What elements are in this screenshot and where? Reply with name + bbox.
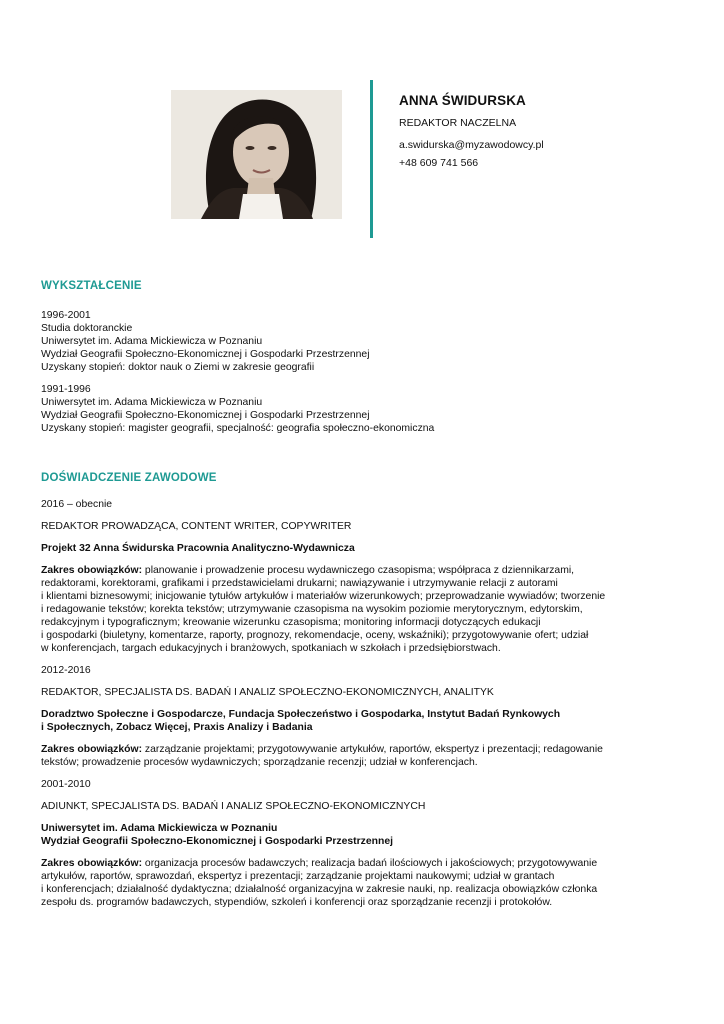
experience-position: ADIUNKT, SPECJALISTA DS. BADAŃ I ANALIZ SPOŁECZNO-EKONOMICZNYCH [41,801,426,812]
experience-organization: Doradztwo Społeczne i Gospodarcze, Fundacja Społeczeństwo i Gospodarka, Instytut Badań Rynkowych [41,709,561,720]
education-line: Uzyskany stopień: magister geografii, specjalność: geografia społeczno-ekonomiczna [41,423,435,434]
education-line: Uniwersytet im. Adama Mickiewicza w Poznaniu [41,336,263,347]
experience-list [41,498,681,909]
experience-organization: Projekt 32 Anna Świdurska Pracownia Analityczno-Wydawnicza [41,543,355,554]
experience-responsibilities: Zakres obowiązków: planowanie i prowadzenie procesu wydawniczego czasopisma; współpraca z dziennikarzami, [41,565,575,576]
education-period: 1991-1996 [41,384,91,395]
experience-entry [41,778,681,909]
experience-period: 2012-2016 [41,665,91,676]
education-line: Uzyskany stopień: doktor nauk o Ziemi w zakresie geografii [41,362,315,373]
experience-entry [41,498,681,655]
experience-heading: DOŚWIADCZENIE ZAWODOWE [41,472,217,484]
education-line: Wydział Geografii Społeczno-Ekonomicznej i Gospodarki Przestrzennej [41,410,370,421]
responsibilities-line: artykułów, raportów, sprawozdań, ekspertyz i prezentacji; zarządzanie projektami naukowymi; udział w grantach [41,871,555,882]
education-period: 1996-2001 [41,310,91,321]
education-line: Wydział Geografii Społeczno-Ekonomicznej i Gospodarki Przestrzennej [41,349,370,360]
header-divider [370,80,373,238]
responsibilities-label: Zakres obowiązków: [41,744,143,755]
experience-responsibilities: Zakres obowiązków: organizacja procesów badawczych; realizacja badań ilościowych i jakościowych; przygotowywanie [41,858,598,869]
responsibilities-line: i gospodarki (biuletyny, komentarze, raporty, prognozy, rekomendacje, oceny, wskaźniki); przygotowywanie ofert; udział [41,630,589,641]
education-list [41,309,681,435]
experience-entry [41,664,681,769]
portrait-image [171,90,342,219]
phone-number: +48 609 741 566 [399,157,479,169]
education-entry [41,309,681,374]
contact-block [399,93,544,175]
education-line: Studia doktoranckie [41,323,133,334]
person-name: ANNA ŚWIDURSKA [399,93,526,108]
responsibilities-line: zespołu ds. programów badawczych, stypendiów, szkoleń i konferencji oraz sporządzanie recenzji i protokołów. [41,897,553,908]
responsibilities-line: tekstów; prowadzenie procesów wydawniczych; sporządzanie recenzji; udział w konferencjach. [41,757,478,768]
education-entry [41,383,681,435]
experience-position: REDAKTOR PROWADZĄCA, CONTENT WRITER, COPYWRITER [41,521,352,532]
experience-organization: i Społecznych, Zobacz Więcej, Praxis Analizy i Badania [41,722,313,733]
experience-position: REDAKTOR, SPECJALISTA DS. BADAŃ I ANALIZ SPOŁECZNO-EKONOMICZNYCH, ANALITYK [41,687,494,698]
experience-organization: Wydział Geografii Społeczno-Ekonomicznej i Gospodarki Przestrzennej [41,836,394,847]
experience-organization: Uniwersytet im. Adama Mickiewicza w Poznaniu [41,823,278,834]
experience-responsibilities: Zakres obowiązków: zarządzanie projektami; przygotowywanie artykułów, raportów, ekspertyz i prezentacji; redagowanie [41,744,603,755]
responsibilities-line: i klientami biznesowymi; inicjowanie tytułów artykułów i materiałów wizerunkowych; przeprowadzanie wywiadów; tworzenie [41,591,606,602]
education-line: Uniwersytet im. Adama Mickiewicza w Poznaniu [41,397,263,408]
responsibilities-line: redakcyjnym i typograficznym; kreowanie wizerunku czasopisma; monitoring informacji dotyczących edukacji [41,617,541,628]
responsibilities-label: Zakres obowiązków: [41,858,143,869]
responsibilities-line: redaktorami, korektorami, grafikami i przedstawicielami drukarni; nawiązywanie i utrzymywanie relacji z autorami [41,578,558,589]
person-role: REDAKTOR NACZELNA [399,117,517,129]
responsibilities-line: w konferencjach, targach edukacyjnych i branżowych, spotkaniach w szkołach i przedsiębiorstwach. [41,643,501,654]
profile-photo [171,90,342,219]
responsibilities-label: Zakres obowiązków: [41,565,143,576]
responsibilities-line: i konferencjach; działalność dydaktyczna; działalność organizacyjna w zakresie nauki, np. realizacja obowiązków członka [41,884,598,895]
experience-period: 2016 – obecnie [41,499,113,510]
email-link[interactable]: a.swidurska@myzawodowcy.pl [399,139,544,151]
experience-period: 2001-2010 [41,779,91,790]
responsibilities-line: i redagowanie tekstów; korekta tekstów; utrzymywanie czasopisma na wysokim poziomie merytorycznym, edytorskim, [41,604,583,615]
education-heading: WYKSZTAŁCENIE [41,280,142,292]
